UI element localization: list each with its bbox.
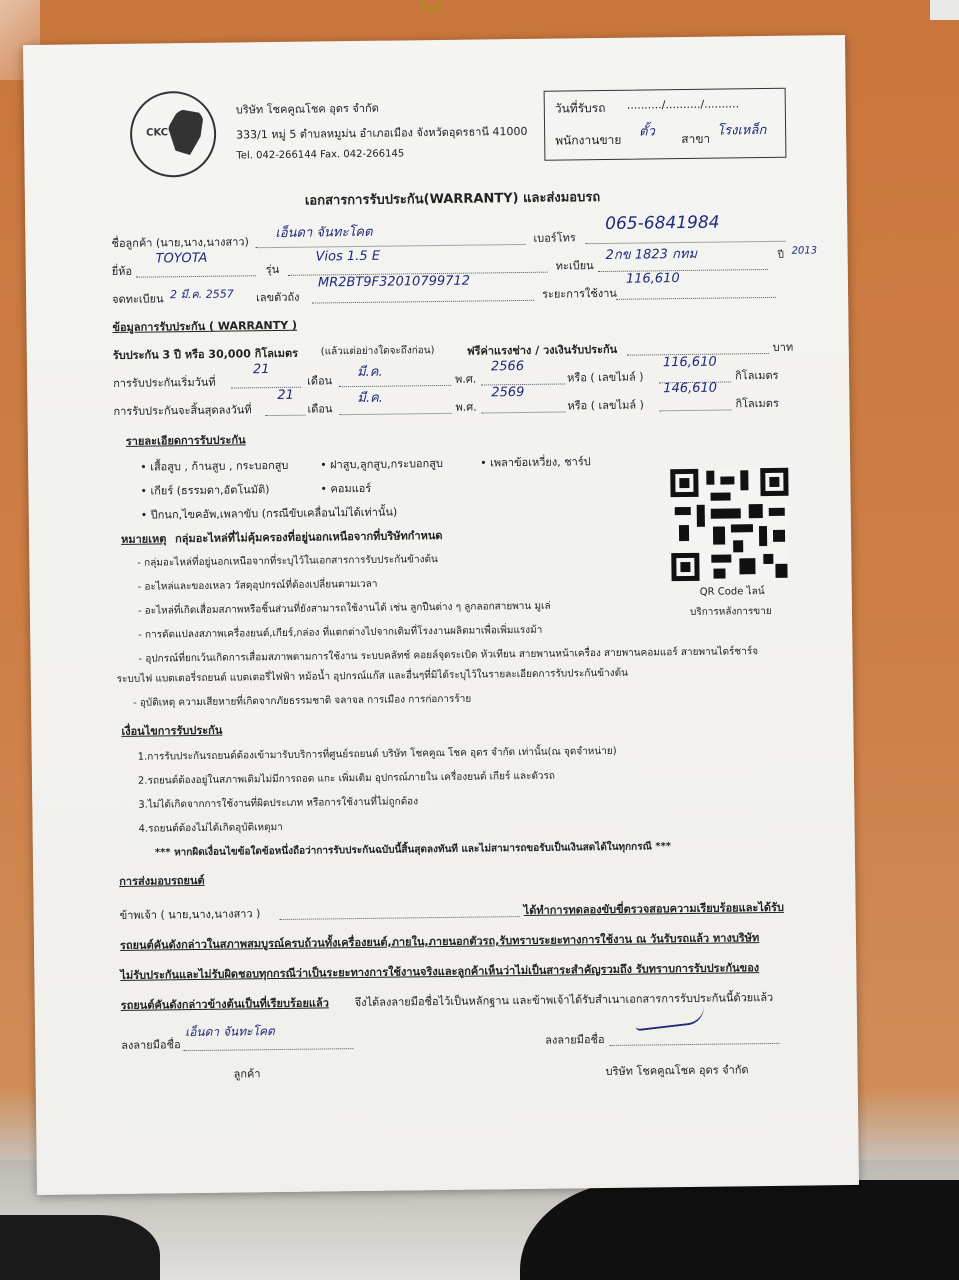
delivery-title: การส่งมอบรถยนต์ [119, 873, 205, 888]
company-role: บริษัท โชคคูณโชค อุดร จำกัด [605, 1063, 749, 1079]
year-label: ปี [777, 249, 785, 261]
document-title: เอกสารการรับประกัน(WARRANTY) และส่งมอบรถ [304, 190, 601, 209]
remark-item: - อะไหล่และของเหลว วัสดุอุปกรณ์ที่ต้องเปลี่ยนตามเวลา [137, 578, 378, 593]
qr-finder [670, 469, 698, 497]
start-year-label: พ.ศ. [455, 372, 477, 386]
qr-module [763, 554, 773, 564]
qr-module [711, 508, 741, 518]
warranty-term: รับประกัน 3 ปี หรือ 30,000 กิโลเมตร [112, 346, 299, 362]
horse-icon [168, 109, 205, 155]
detail-item: • คอมแอร์ [320, 481, 372, 496]
qr-module [697, 505, 705, 527]
logo-text: CKC [146, 127, 169, 139]
delivery-line-2: รถยนต์คันดังกล่าวในสภาพสมบูรณ์ครบถ้วนทั้งเครื่องยนต์,ภายใน,ภายนอกตัวรถ,รับทราบระยะทางการใช้งาน ณ วันรับรถแล้ว ทางบริษัท [119, 931, 760, 952]
remark-item: - อะไหล่ที่เกิดเสื่อมสภาพหรือชิ้นส่วนที่ยังสามารถใช้งานได้ เช่น ลูกปืนต่าง ๆ ลูกลอกสายพาน มูเล่ [137, 600, 551, 617]
end-year-label: พ.ศ. [455, 400, 477, 414]
company-logo [130, 91, 217, 178]
company-name: บริษัท โชคคูณโชค อุดร จำกัด [235, 101, 379, 117]
delivery-line-3: ไม่รับประกันและไม่รับผิดชอบทุกกรณีว่าเป็นระยะทางการใช้งานจริงและลูกค้าเห็นว่าไม่เป็นสาระสำคัญรวมถึง รับทราบการรับประกันของ [120, 961, 760, 982]
company-sign-line [609, 1030, 779, 1046]
remark-heading: กลุ่มอะไหล่ที่ไม่คุ้มครองที่อยู่นอกเหนือจากที่บริษัทกำหนด [174, 528, 443, 546]
company-phone: Tel. 042-266144 Fax. 042-266145 [236, 148, 405, 162]
phone-label: เบอร์โทร [533, 231, 576, 245]
end-km-label: กิโลเมตร [735, 396, 779, 411]
mileage-label: ระยะการใช้งาน [542, 286, 617, 301]
delivery-name-line [280, 903, 520, 920]
start-month: มี.ค. [356, 364, 383, 381]
customer-signature: เอ็นดา จันทะโคต [184, 1024, 275, 1040]
branch-label: สาขา [681, 131, 711, 147]
qr-module [675, 507, 691, 515]
start-km-label: กิโลเมตร [735, 368, 779, 383]
qr-module [739, 558, 755, 574]
start-month-label: เดือน [307, 374, 333, 388]
qr-caption-2: บริการหลังการขาย [689, 605, 772, 618]
remark-item: - กลุ่มอะไหล่ที่อยู่นอกเหนือจากที่ระบุไว้ในเอกสารการรับประกันข้างต้น [137, 554, 438, 569]
start-month-line [339, 372, 451, 387]
remark-item: - อุบัติเหตุ ความเสียหายที่เกิดจากภัยธรรมชาติ จลาจล การเมือง การก่อการร้าย [132, 693, 472, 709]
qr-module [775, 564, 787, 578]
other-paper [930, 0, 959, 20]
qr-module [773, 530, 785, 542]
chassis-value: MR2BT9F32010799712 [317, 273, 471, 291]
qr-module [713, 569, 725, 579]
condition-item: 3.ไม่ได้เกิดจากการใช้งานที่ผิดประเภท หรือการใช้งานที่ไม่ถูกต้อง [138, 796, 419, 811]
qr-module [733, 540, 743, 552]
detail-item: • เพลาข้อเหวี่ยง, ชาร์ป [480, 455, 591, 470]
delivery-line-4a: รถยนต์คันดังกล่าวข้างต้นเป็นที่เรียบร้อยแล้ว [120, 996, 329, 1012]
condition-item: 4.รถยนต์ต้องไม่ได้เกิดอุบัติเหตุมา [138, 821, 283, 835]
warranty-term-note: (แล้วแต่อย่างใดจะถึงก่อน) [320, 345, 435, 358]
condition-item: 2.รถยนต์ต้องอยู่ในสภาพเดิมไม่มีการถอด แกะ เพิ่มเติม อุปกรณ์ภายใน เครื่องยนต์ เกียร์ และตัวรถ [137, 770, 556, 787]
model-label: รุ่น [265, 262, 280, 277]
end-month-line [339, 400, 451, 415]
customer-sign-label: ลงลายมือชื่อ [121, 1038, 181, 1052]
qr-finder [671, 553, 699, 581]
end-day-line [265, 402, 305, 416]
year-value: 2013 [791, 245, 818, 257]
end-day: 21 [277, 387, 294, 403]
chassis-label: เลขตัวถัง [256, 290, 300, 305]
warranty-free-labor: ฟรีค่าแรงช่าง / วงเงินรับประกัน [466, 342, 618, 358]
end-mile: 146,610 [663, 380, 718, 397]
qr-module [749, 504, 763, 518]
end-year: 2569 [491, 384, 525, 401]
delivery-line-1-tail: ได้ทำการทดลองขับขี่ตรวจสอบความเรียบร้อยและได้รับ [523, 900, 784, 918]
start-year: 2566 [490, 358, 525, 375]
qr-module [769, 508, 785, 516]
end-label: การรับประกันจะสิ้นสุดลงวันที่ [113, 403, 252, 418]
details-title: รายละเอียดการรับประกัน [125, 433, 246, 448]
brand-label: ยี่ห้อ [111, 264, 133, 278]
qr-module [740, 470, 748, 490]
detail-item: • ฝาสูบ,ลูกสูบ,กระบอกสูบ [320, 456, 444, 472]
qr-finder [760, 468, 788, 496]
receipt-date-value: ........../........../.......... [626, 97, 740, 112]
condition-item: 1.การรับประกันรถยนต์ต้องเข้ามารับบริการที่ศูนย์รถยนต์ บริษัท โชคคูณ โชค อุดร จำกัด เท่านั้น(ณ จุดจำหน่าย) [137, 745, 617, 763]
delivery-line-4b: จึงได้ลงลายมือชื่อไว้เป็นหลักฐาน และข้าพเจ้าได้รับสำเนาเอกสารการรับประกันนี้ด้วยแล้ว [354, 990, 774, 1010]
remark-item: ระบบไฟ แบตเตอรี่รถยนต์ แบตเตอรี่ไฟฟ้า หม้อน้ำ อุปกรณ์แก๊ส และอื่นๆที่มิได้ระบุไว้ในรายละเอียดการรับประกันข้างต้น [116, 667, 628, 685]
end-mile-line [659, 396, 731, 411]
qr-module [711, 492, 731, 500]
detail-item: • ปีกนก,ไขคอัพ,เพลาขับ (กรณีขับเคลื่อนไม่ได้เท่านั้น) [140, 505, 398, 522]
company-signature [634, 1005, 706, 1031]
qr-module [713, 527, 725, 545]
regdate-label: จดทะเบียน [112, 292, 164, 306]
regdate-value: 2 มี.ค. 2557 [169, 287, 234, 302]
warranty-document [23, 35, 859, 1195]
company-sign-label: ลงลายมือชื่อ [545, 1033, 605, 1047]
staff-value: ตั้ว [639, 124, 655, 140]
staff-label: พนักงานขาย [555, 132, 622, 148]
qr-module [706, 471, 714, 485]
remark-item: - อุปกรณ์ที่ยกเว้นเกิดการเสื่อมสภาพตามการใช้งาน ระบบคลัทช์ คอยล์จุดระเบิด หัวเทียน สายพานหน้าเครื่อง สายพานคอมแอร์ สายพานไดร์ชาร์จ [138, 646, 759, 665]
shadow-object [520, 1180, 959, 1280]
qr-caption: QR Code ไลน์ [699, 586, 765, 598]
customer-name-value: เอ็นดา จันทะโคต [275, 224, 373, 241]
end-month-label: เดือน [307, 402, 333, 416]
customer-role: ลูกค้า [233, 1067, 261, 1081]
qr-code[interactable] [670, 468, 789, 581]
brand-value: TOYOTA [155, 250, 208, 267]
plate-label: ทะเบียน [555, 259, 594, 273]
conditions-note: *** หากผิดเงื่อนไขข้อใดข้อหนึ่งถือว่าการรับประกันฉบับนี้สิ้นสุดลงทันที และไม่สามารถขอรับเป็นเงินสดได้ในทุกกรณี *** [154, 841, 672, 859]
start-label: การรับประกันเริ่มวันที่ [113, 375, 216, 390]
end-month: มี.ค. [357, 390, 383, 407]
start-mile: 116,610 [662, 354, 717, 371]
phone-value: 065-6841984 [605, 212, 720, 234]
branch-value: โรงเหล็ก [717, 122, 767, 139]
end-year-line [481, 398, 565, 413]
receipt-date-label: วันที่รับรถ [554, 100, 606, 116]
warranty-section-title: ข้อมูลการรับประกัน ( WARRANTY ) [112, 318, 298, 334]
model-value: Vios 1.5 E [315, 248, 381, 265]
detail-item: • เสื้อสูบ , ก้านสูบ , กระบอกสูบ [140, 458, 289, 474]
warranty-unit: บาท [772, 340, 794, 354]
start-mile-label: หรือ ( เลขไมล์ ) [567, 370, 644, 385]
remark-item: - การดัดแปลงสภาพเครื่องยนต์,เกียร์,กล่อง ที่แตกต่างไปจากเดิมที่โรงงานผลิตมาเพื่อเพิ่มแรงม้า [138, 624, 543, 641]
shadow-object [0, 1215, 160, 1280]
start-day: 21 [252, 362, 270, 378]
amount-line [627, 340, 769, 356]
remark-title: หมายเหตุ [120, 532, 167, 546]
qr-module [731, 524, 753, 532]
company-address: 333/1 หมู่ 5 ตำบลหมูม่น อำเภอเมือง จังหวัดอุดรธานี 41000 [236, 124, 528, 142]
qr-module [679, 525, 689, 541]
conditions-title: เงื่อนไขการรับประกัน [121, 723, 223, 738]
mileage-value: 116,610 [625, 271, 680, 287]
qr-module [720, 476, 734, 484]
delivery-line-1: ข้าพเจ้า ( นาย,นาง,นางสาว ) [119, 907, 261, 922]
customer-name-label: ชื่อลูกค้า (นาย,นาง,นางสาว) [111, 235, 249, 250]
end-mile-label: หรือ ( เลขไมล์ ) [567, 398, 644, 413]
receipt-box [544, 88, 787, 161]
plate-value: 2กข 1823 กทม [605, 246, 698, 263]
detail-item: • เกียร์ (ธรรมดา,อัตโนมัติ) [140, 483, 270, 498]
qr-module [711, 554, 731, 562]
qr-module [759, 526, 767, 546]
